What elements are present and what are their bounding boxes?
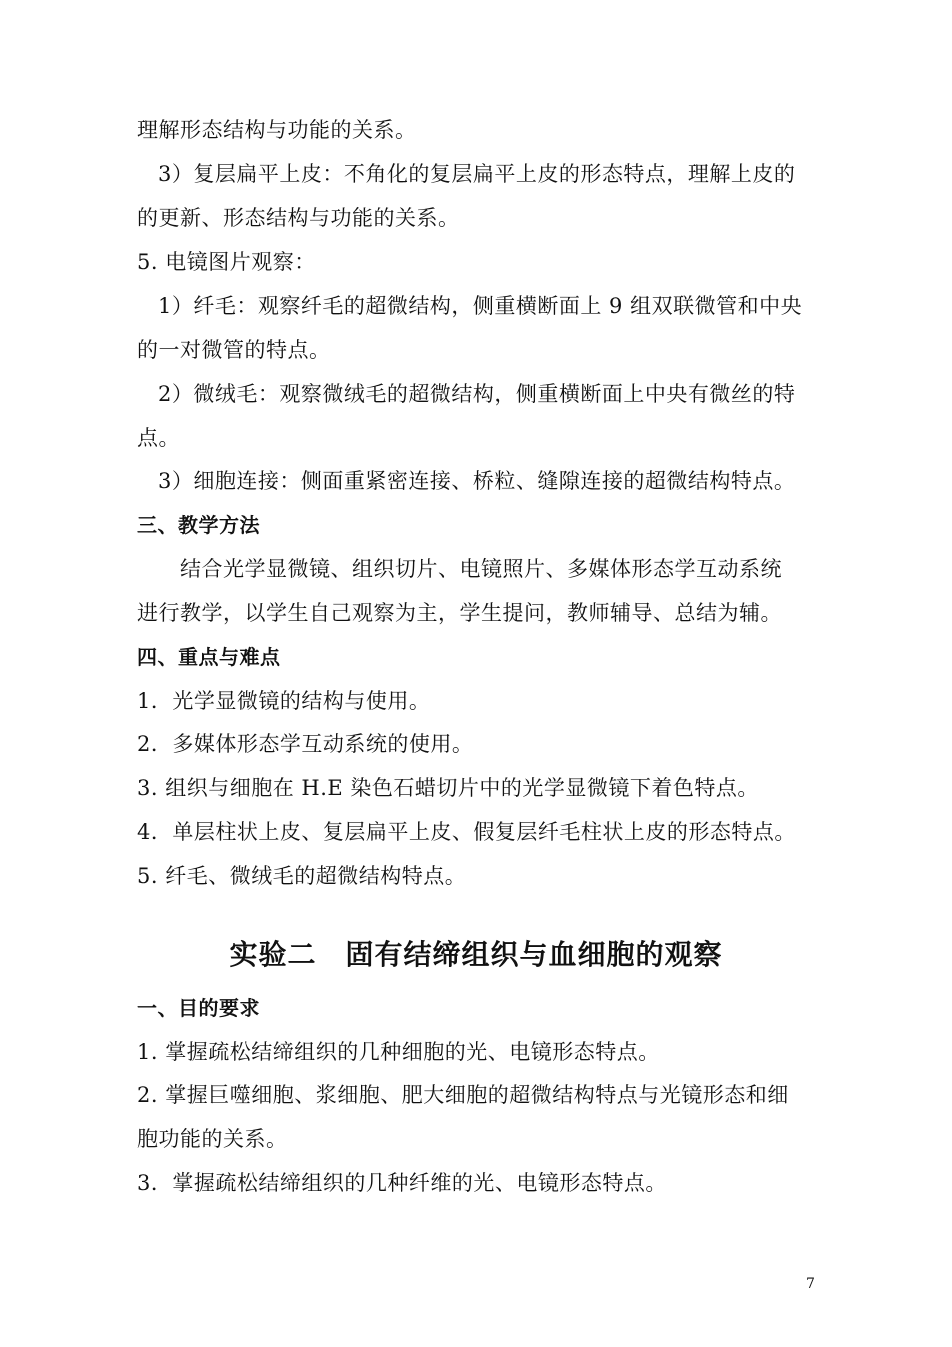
paragraph-line: 结合光学显微镜、组织切片、电镜照片、多媒体形态学互动系统 (180, 557, 782, 581)
text-line: 5. 电镜图片观察： (137, 250, 316, 274)
text-line: 2）微绒毛：观察微绒毛的超微结构，侧重横断面上中央有微丝的特 (158, 382, 796, 406)
chapter-title: 实验二 固有结缔组织与血细胞的观察 (229, 938, 723, 971)
list-item: 3. 组织与细胞在 H.E 染色石蜡切片中的光学显微镜下着色特点。 (137, 776, 759, 800)
list-item: 胞功能的关系。 (137, 1127, 288, 1151)
paragraph-line: 进行教学，以学生自己观察为主，学生提问，教师辅导、总结为辅。 (137, 601, 782, 625)
text-line: 1）纤毛：观察纤毛的超微结构，侧重横断面上 9 组双联微管和中央 (158, 294, 803, 318)
list-item: 2. 掌握巨噬细胞、浆细胞、肥大细胞的超微结构特点与光镜形态和细 (137, 1083, 789, 1107)
text-line: 的一对微管的特点。 (137, 338, 331, 362)
page-number: 7 (806, 1276, 815, 1292)
text-line: 3）复层扁平上皮：不角化的复层扁平上皮的形态特点，理解上皮的 (158, 162, 796, 186)
text-line: 的更新、形态结构与功能的关系。 (137, 206, 460, 230)
list-item: 3．掌握疏松结缔组织的几种纤维的光、电镜形态特点。 (137, 1171, 667, 1195)
section-heading-objectives: 一、目的要求 (137, 996, 260, 1020)
list-item: 1. 掌握疏松结缔组织的几种细胞的光、电镜形态特点。 (137, 1040, 660, 1064)
text-line: 3）细胞连接：侧面重紧密连接、桥粒、缝隙连接的超微结构特点。 (158, 469, 796, 493)
list-item: 4．单层柱状上皮、复层扁平上皮、假复层纤毛柱状上皮的形态特点。 (137, 820, 796, 844)
section-heading-key-points: 四、重点与难点 (137, 645, 281, 669)
section-heading-teaching-methods: 三、教学方法 (137, 513, 260, 537)
text-line: 点。 (137, 426, 180, 450)
text-line: 理解形态结构与功能的关系。 (137, 118, 417, 142)
list-item: 2．多媒体形态学互动系统的使用。 (137, 732, 474, 756)
list-item: 5. 纤毛、微绒毛的超微结构特点。 (137, 864, 467, 888)
list-item: 1．光学显微镜的结构与使用。 (137, 689, 431, 713)
